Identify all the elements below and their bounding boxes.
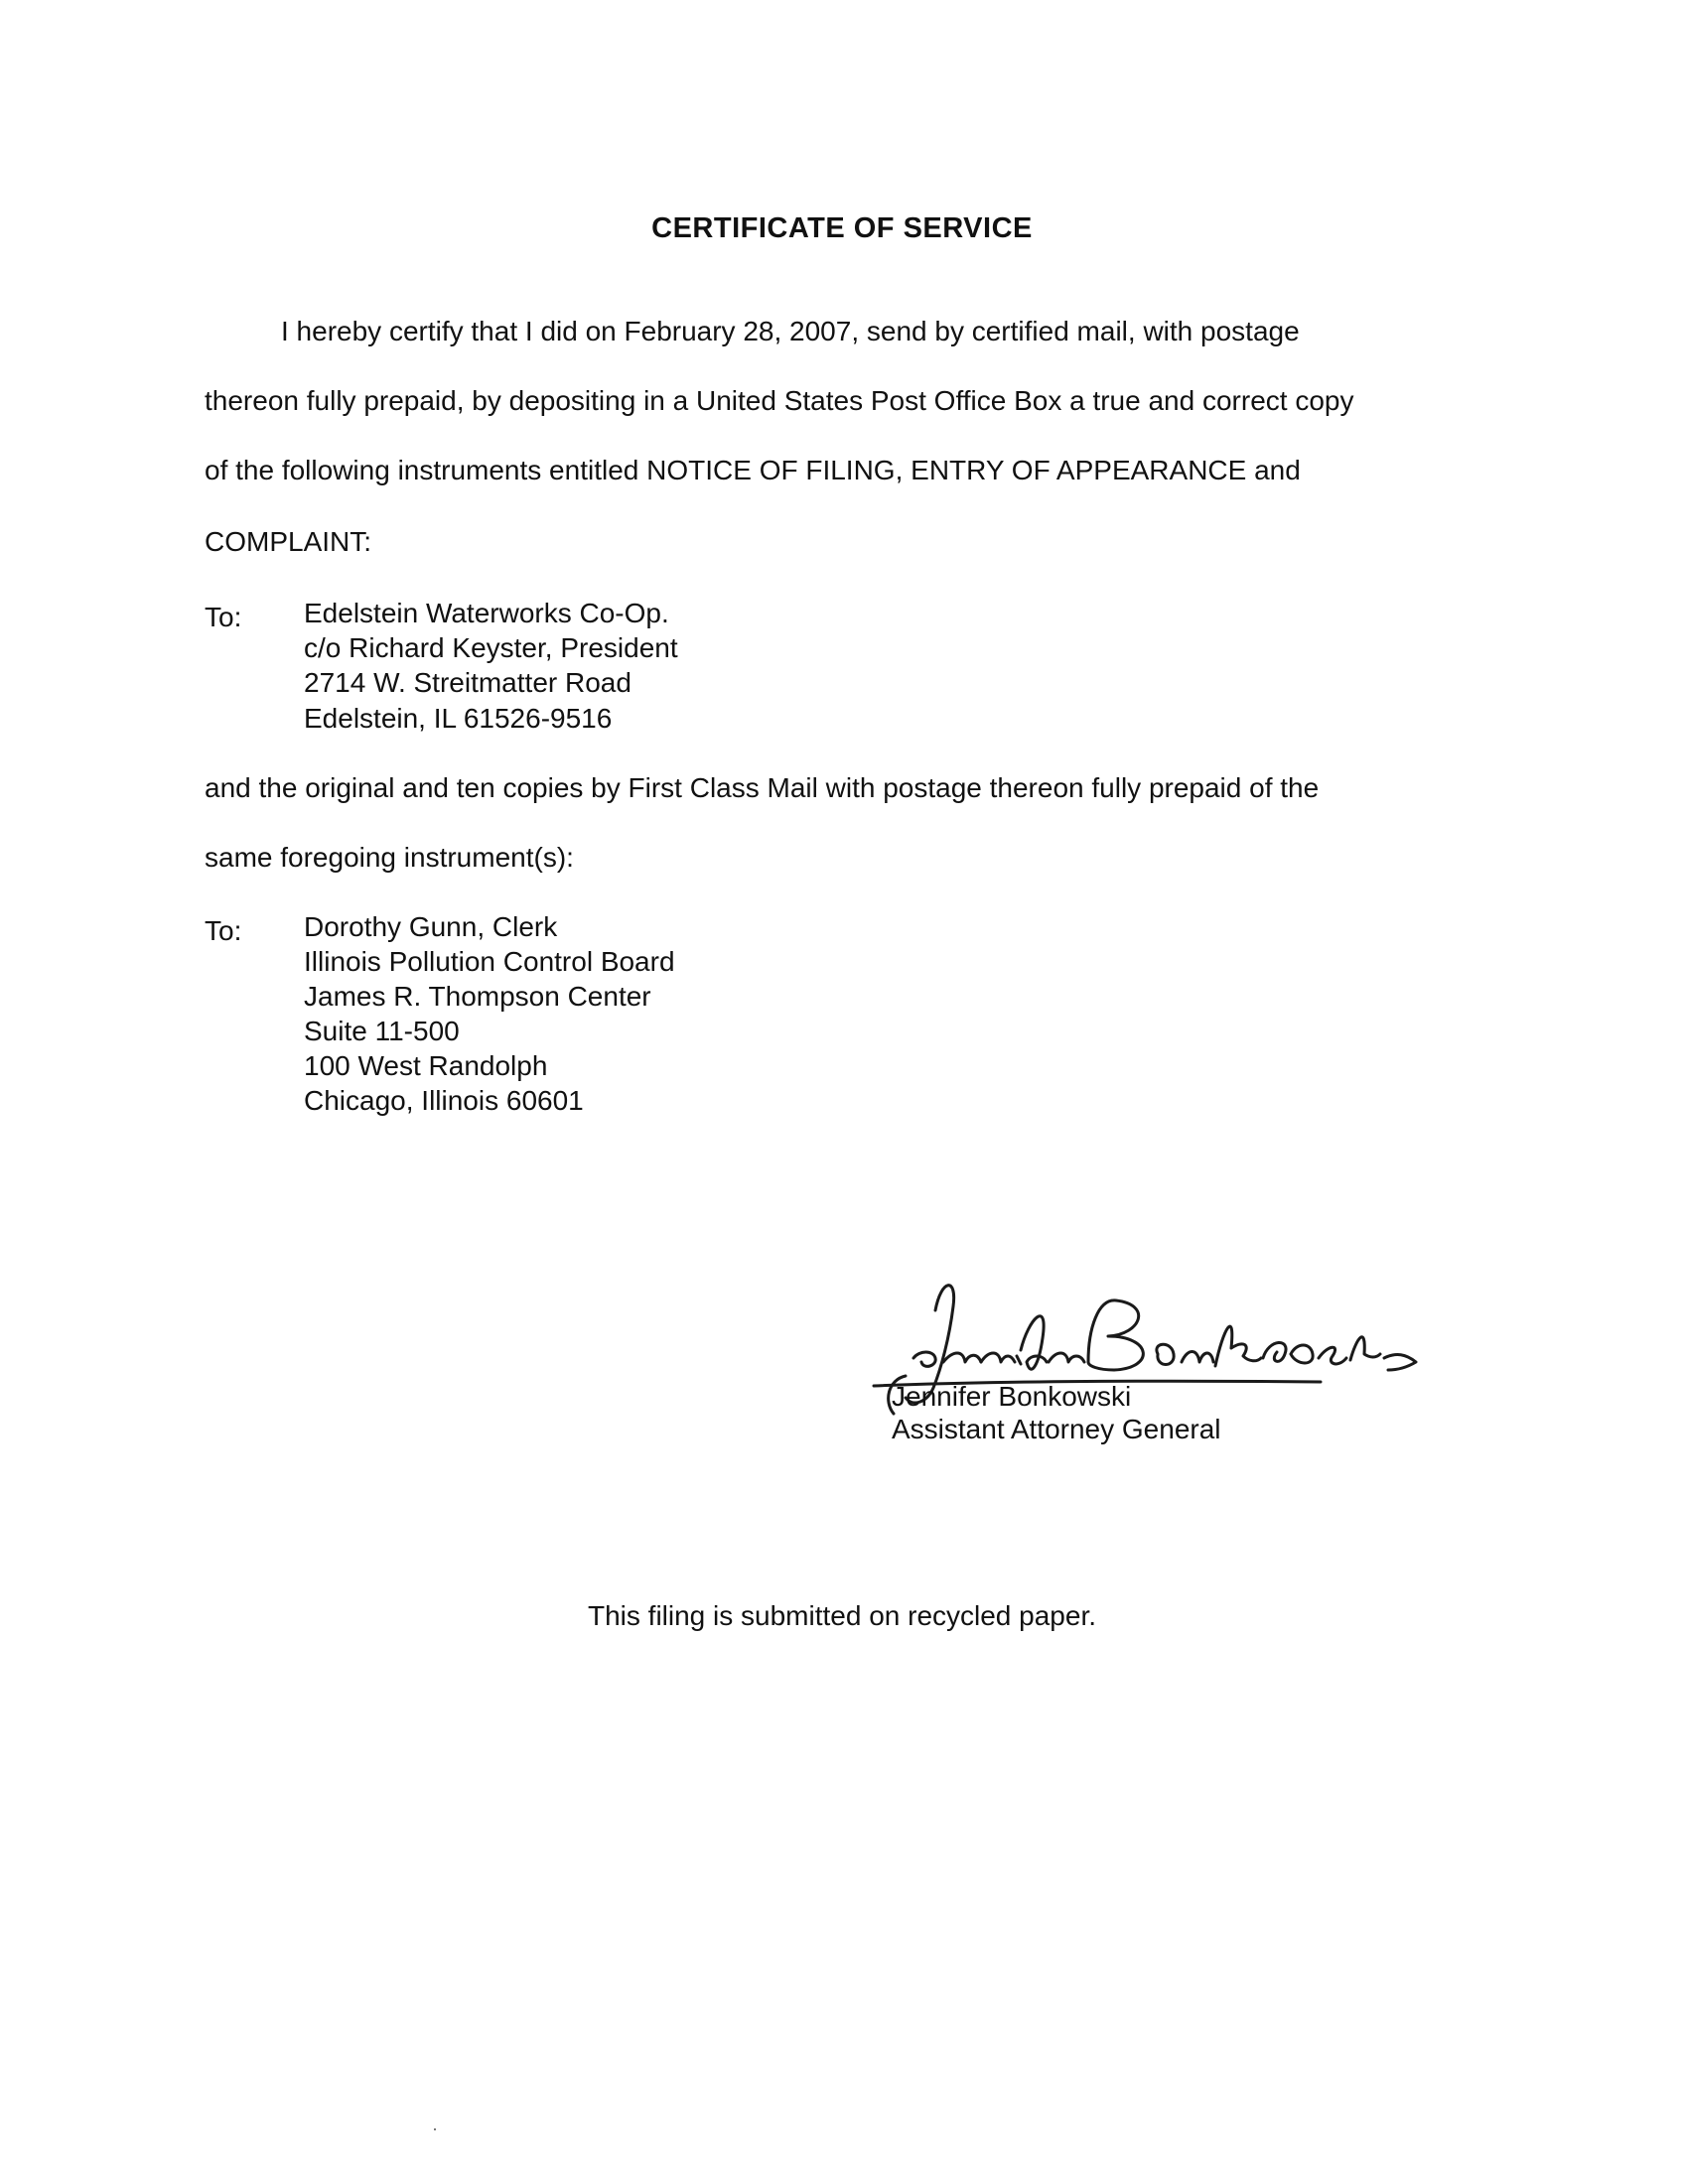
recipient1-to-label: To: <box>205 602 242 632</box>
paragraph1-line: I hereby certify that I did on February 28, 2007, send by certified mail, with postage <box>281 316 1300 346</box>
recipient1-address-line: 2714 W. Streitmatter Road <box>304 667 632 698</box>
recipient2-address-line: James R. Thompson Center <box>304 981 651 1012</box>
paragraph2-line: and the original and ten copies by First Class Mail with postage thereon fully prepaid of the <box>205 772 1320 803</box>
scan-speck <box>434 2128 436 2130</box>
recipient2-address-line: Chicago, Illinois 60601 <box>304 1085 584 1116</box>
document-title: CERTIFICATE OF SERVICE <box>651 212 1033 244</box>
paragraph2-line: same foregoing instrument(s): <box>205 842 574 873</box>
signatory-name: Jennifer Bonkowski <box>892 1381 1132 1412</box>
recipient2-address-line: Dorothy Gunn, Clerk <box>304 911 558 942</box>
recipient1-address-line: Edelstein, IL 61526-9516 <box>304 703 613 734</box>
paragraph1-line: COMPLAINT: <box>205 526 372 557</box>
recipient2-to-label: To: <box>205 915 242 946</box>
recipient2-address-line: Illinois Pollution Control Board <box>304 946 675 977</box>
recipient2-address-line: 100 West Randolph <box>304 1050 548 1081</box>
footer-note: This filing is submitted on recycled paper. <box>587 1600 1097 1631</box>
recipient1-address-line: c/o Richard Keyster, President <box>304 632 678 663</box>
paragraph1-line: thereon fully prepaid, by depositing in a United States Post Office Box a true and correct copy <box>205 385 1354 416</box>
recipient1-address-line: Edelstein Waterworks Co-Op. <box>304 598 669 628</box>
signatory-title: Assistant Attorney General <box>892 1414 1221 1444</box>
paragraph1-line: of the following instruments entitled NOTICE OF FILING, ENTRY OF APPEARANCE and <box>205 455 1301 485</box>
recipient2-address-line: Suite 11-500 <box>304 1016 460 1046</box>
